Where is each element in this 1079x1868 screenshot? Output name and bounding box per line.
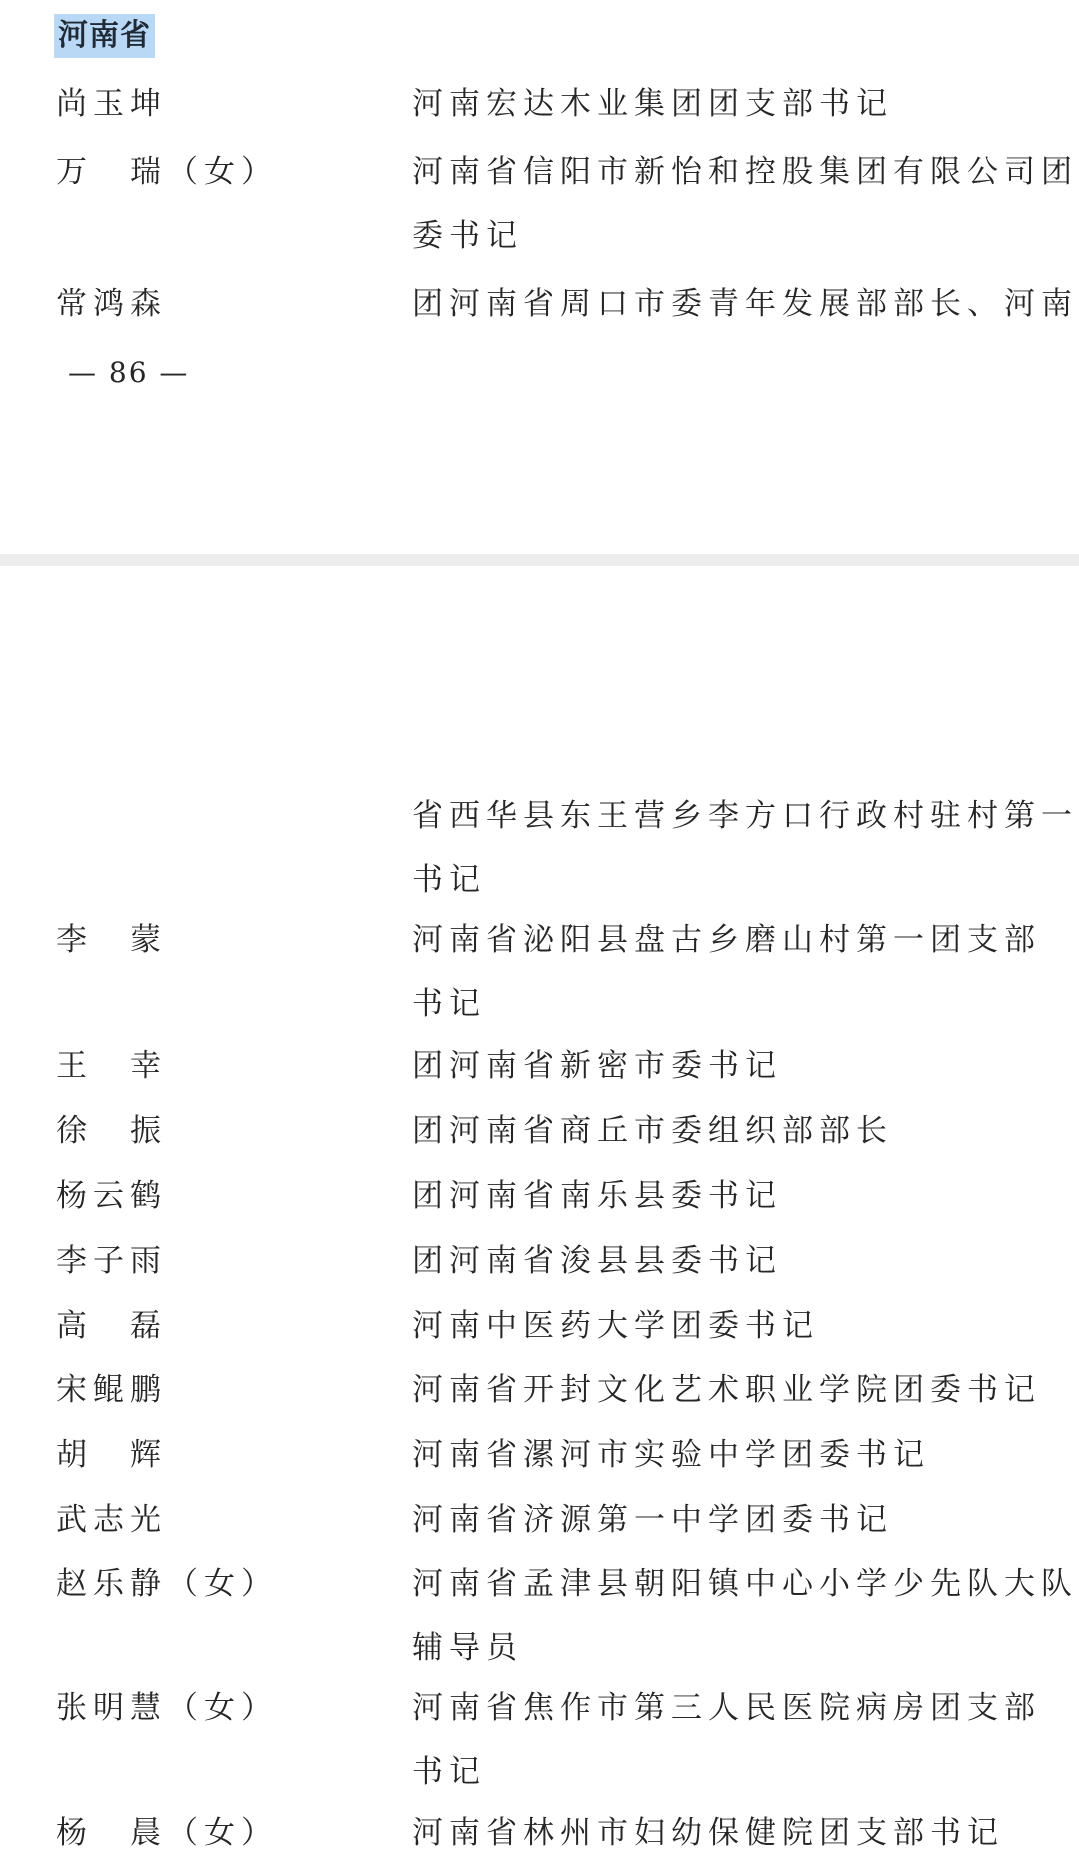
organization	[412, 784, 1078, 912]
page-number: — 86 —	[68, 356, 190, 389]
person-name: 常鸿森	[56, 286, 167, 322]
organization	[412, 1801, 1072, 1865]
org-line: 书记	[412, 1754, 486, 1790]
organization	[412, 140, 1078, 268]
org-line: 省西华县东王营乡李方口行政村驻村第一	[412, 798, 1078, 834]
person-name: 宋鲲鹏	[56, 1372, 167, 1408]
org-line: 团河南省南乐县委书记	[412, 1178, 782, 1214]
organization	[412, 72, 1072, 136]
person-name: 李子雨	[56, 1243, 167, 1279]
org-line: 辅导员	[412, 1630, 523, 1666]
page-divider	[0, 554, 1079, 566]
organization	[412, 1229, 1072, 1293]
org-line: 河南省泌阳县盘古乡磨山村第一团支部	[412, 922, 1041, 958]
org-line: 委书记	[412, 218, 523, 254]
person-name: 徐 振	[56, 1113, 167, 1149]
organization	[412, 1676, 1072, 1804]
org-line: 团河南省新密市委书记	[412, 1048, 782, 1084]
org-line: 河南省孟津县朝阳镇中心小学少先队大队	[412, 1566, 1078, 1602]
org-line: 河南省漯河市实验中学团委书记	[412, 1437, 930, 1473]
org-line: 书记	[412, 986, 486, 1022]
org-line: 团河南省商丘市委组织部部长	[412, 1113, 893, 1149]
organization	[412, 1552, 1078, 1680]
org-line: 河南省开封文化艺术职业学院团委书记	[412, 1372, 1041, 1408]
org-line: 河南省焦作市第三人民医院病房团支部	[412, 1690, 1041, 1726]
person-name: 杨 晨（女）	[56, 1815, 278, 1851]
organization	[412, 1488, 1072, 1552]
organization	[412, 1423, 1072, 1487]
org-line: 河南中医药大学团委书记	[412, 1308, 819, 1344]
organization	[412, 1099, 1072, 1163]
org-line: 河南省林州市妇幼保健院团支部书记	[412, 1815, 1004, 1851]
person-name: 胡 辉	[56, 1437, 167, 1473]
organization	[412, 1294, 1072, 1358]
org-line: 书记	[412, 862, 486, 898]
organization	[412, 1034, 1072, 1098]
organization	[412, 1358, 1072, 1422]
organization	[412, 272, 1078, 336]
person-name: 尚玉坤	[56, 86, 167, 122]
organization	[412, 908, 1072, 1036]
person-name: 赵乐静（女）	[56, 1566, 278, 1602]
person-name: 杨云鹤	[56, 1178, 167, 1214]
org-line: 团河南省浚县县委书记	[412, 1243, 782, 1279]
person-name: 武志光	[56, 1502, 167, 1538]
org-line: 河南省济源第一中学团委书记	[412, 1502, 893, 1538]
org-line: 河南省信阳市新怡和控股集团有限公司团	[412, 154, 1078, 190]
person-name: 高 磊	[56, 1308, 167, 1344]
org-line: 团河南省周口市委青年发展部部长、河南	[412, 286, 1078, 322]
person-name: 李 蒙	[56, 922, 167, 958]
org-line: 河南宏达木业集团团支部书记	[412, 86, 893, 122]
person-name: 王 幸	[56, 1048, 167, 1084]
person-name: 万 瑞（女）	[56, 154, 278, 190]
person-name: 张明慧（女）	[56, 1690, 278, 1726]
organization	[412, 1164, 1072, 1228]
section-title: 河南省	[54, 14, 155, 58]
